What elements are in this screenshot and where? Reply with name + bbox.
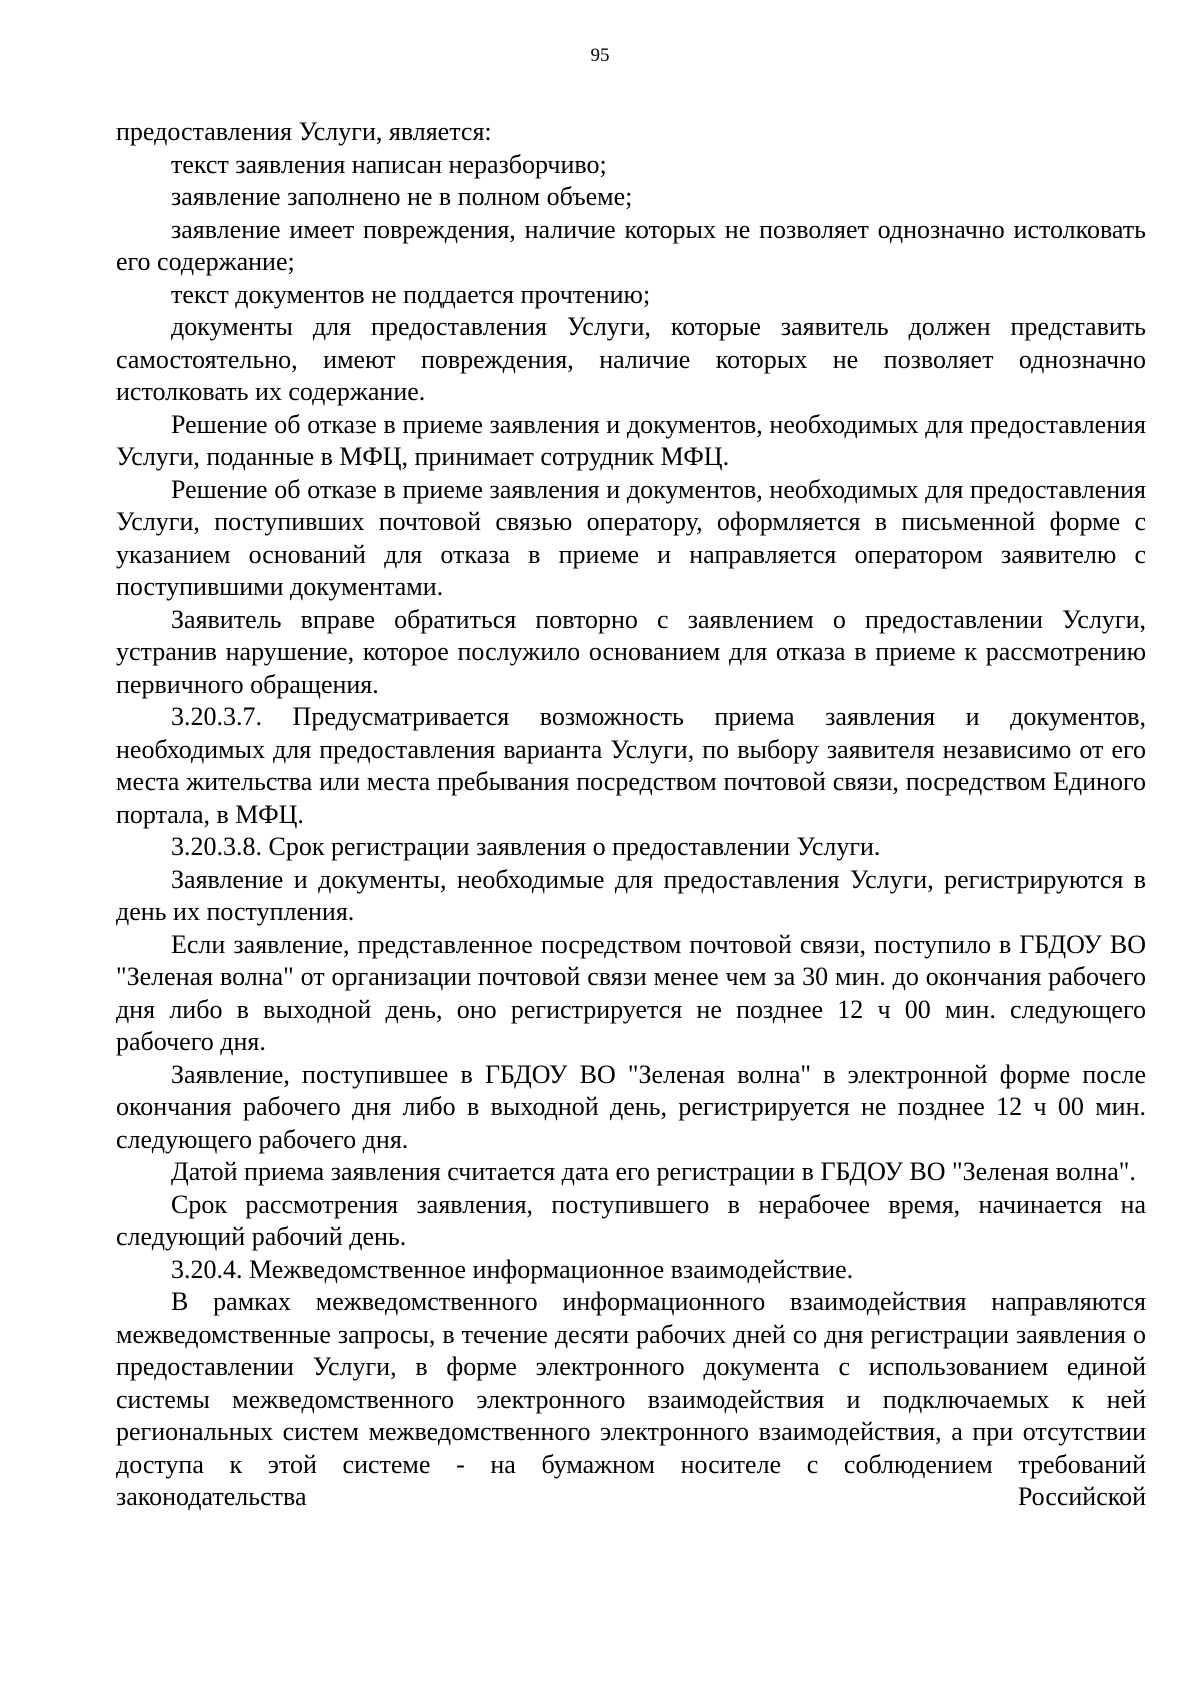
- list-item: текст документов не поддается прочтению;: [171, 279, 651, 309]
- page-number: 95: [590, 45, 610, 66]
- paragraph: В рамках межведомственного информационного взаимодействия направляются межведомственные запросы, в течение десяти рабочих дней со дня регистрации заявления о предоставлении Услуги, в форме электронного документа с использованием единой системы межведомственного электронного взаимодействия и подключаемых к ней региональных систем межведомственного электронного взаимодействия, а при отсутствии доступа к этой системе - на бумажном носителе с соблюдением требований законодательства Российской: [116, 1287, 1146, 1511]
- list-item: документы для предоставления Услуги, которые заявитель должен представить самостоятельно, имеют повреждения, наличие которых не позволяет однозначно истолковать их содержание.: [116, 312, 1146, 406]
- list-item: заявление имеет повреждения, наличие которых не позволяет однозначно истолковать его содержание;: [116, 214, 1146, 276]
- list-item: текст заявления написан неразборчиво;: [171, 149, 607, 179]
- list-item: заявление заполнено не в полном объеме;: [171, 182, 633, 211]
- paragraph: предоставления Услуги, является:: [116, 117, 492, 146]
- paragraph: Срок рассмотрения заявления, поступившего в нерабочее время, начинается на следующий рабочий день.: [116, 1189, 1146, 1251]
- document-body: [116, 116, 1146, 1514]
- paragraph: Решение об отказе в приеме заявления и документов, необходимых для предоставления Услуги, поступивших почтовой связью оператору, оформляется в письменной форме с указанием оснований для отказа в приеме и направляется оператором заявителю с поступившими документами.: [116, 474, 1146, 601]
- paragraph: Если заявление, представленное посредством почтовой связи, поступило в ГБДОУ ВО "Зеленая волна" от организации почтовой связи менее чем за 30 мин. до окончания рабочего дня либо в выходной день, оно регистрируется не позднее 12 ч 00 мин. следующего рабочего дня.: [116, 929, 1146, 1056]
- paragraph: Заявление, поступившее в ГБДОУ ВО "Зеленая волна" в электронной форме после окончания рабочего дня либо в выходной день, регистрируется не позднее 12 ч 00 мин. следующего рабочего дня.: [116, 1059, 1146, 1154]
- paragraph: Решение об отказе в приеме заявления и документов, необходимых для предоставления Услуги, поданные в МФЦ, принимает сотрудник МФЦ.: [116, 409, 1146, 471]
- section-paragraph: 3.20.3.7. Предусматривается возможность приема заявления и документов, необходимых для предоставления варианта Услуги, по выбору заявителя независимо от его места жительства или места пребывания посредством почтовой связи, посредством Единого портала, в МФЦ.: [116, 702, 1146, 829]
- section-heading: 3.20.3.8. Срок регистрации заявления о предоставлении Услуги.: [171, 832, 881, 861]
- paragraph: Заявление и документы, необходимые для предоставления Услуги, регистрируются в день их поступления.: [116, 864, 1146, 926]
- paragraph: Заявитель вправе обратиться повторно с заявлением о предоставлении Услуги, устранив нарушение, которое послужило основанием для отказа в приеме к рассмотрению первичного обращения.: [116, 604, 1146, 699]
- section-heading: 3.20.4. Межведомственное информационное взаимодействие.: [171, 1254, 854, 1284]
- paragraph: Датой приема заявления считается дата его регистрации в ГБДОУ ВО "Зеленая волна".: [171, 1157, 1136, 1186]
